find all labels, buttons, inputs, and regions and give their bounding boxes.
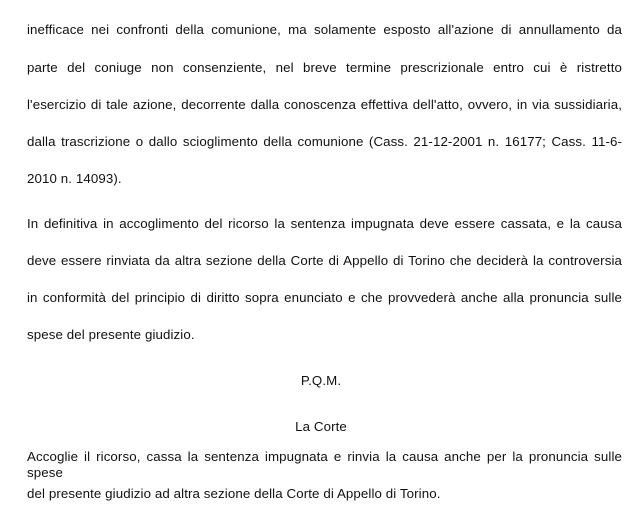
heading-pqm: P.Q.M.	[300, 373, 342, 388]
paragraph-2-line-4: spese del presente giudizio.	[27, 327, 195, 342]
paragraph-2-line-1: In definitiva in accoglimento del ricorso la sentenza impugnata deve essere cassata, e la causa	[27, 216, 622, 231]
heading-court: La Corte	[295, 419, 347, 434]
paragraph-1-line-4: dalla trascrizione o dallo scioglimento della comunione (Cass. 21-12-2001 n. 16177; Cass. 11-6-	[27, 134, 622, 149]
paragraph-1-line-5: 2010 n. 14093).	[27, 171, 122, 186]
paragraph-3-line-2: del presente giudizio ad altra sezione della Corte di Appello di Torino.	[27, 486, 441, 501]
paragraph-2-line-2: deve essere rinviata da altra sezione della Corte di Appello di Torino che deciderà la controversia	[27, 253, 622, 268]
paragraph-3-line-1: Accoglie il ricorso, cassa la sentenza impugnata e rinvia la causa anche per la pronuncia sulle spese	[27, 449, 622, 480]
paragraph-1-line-1: inefficace nei confronti della comunione, ma solamente esposto all'azione di annullamento da	[27, 22, 622, 37]
paragraph-2-line-3: in conformità del principio di diritto sopra enunciato e che provvederà anche alla pronuncia sulle	[27, 290, 622, 305]
paragraph-1-line-3: l'esercizio di tale azione, decorrente dalla conoscenza effettiva dell'atto, ovvero, in via sussidiaria,	[27, 97, 622, 112]
paragraph-1-line-2: parte del coniuge non consenziente, nel breve termine prescrizionale entro cui è ristretto	[27, 60, 622, 75]
